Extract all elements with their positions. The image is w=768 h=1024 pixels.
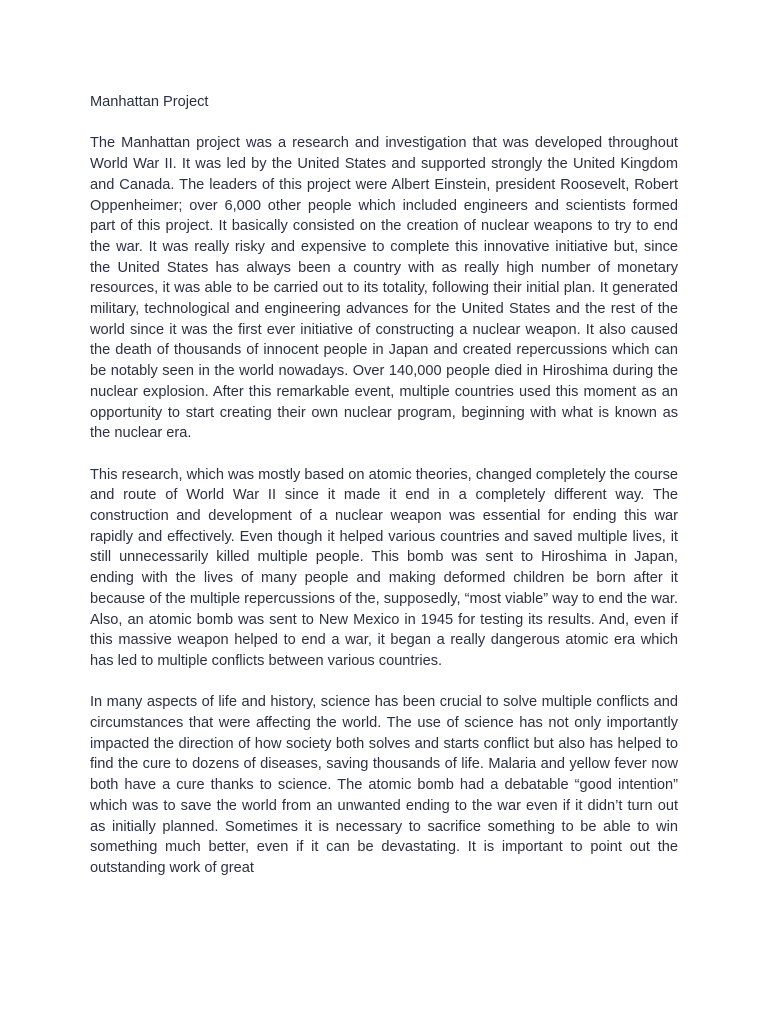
document-page: [90, 92, 678, 899]
document-title: Manhattan Project: [90, 94, 209, 110]
paragraph-3: In many aspects of life and history, science has been crucial to solve multiple conflicts and circumstances that were affecting the world. The use of science has not only importantly impacted the direction of how society both solves and starts conflict but also has helped to find the cure to dozens of diseases, saving thousands of life. Malaria and yellow fever now both have a cure thanks to science. The atomic bomb had a debatable “good intention” which was to save the world from an unwanted ending to the war even if it didn’t turn out as initially planned. Sometimes it is necessary to sacrifice something to be able to win something much better, even if it can be devastating. It is important to point out the outstanding work of great: [90, 694, 678, 876]
paragraph-1: The Manhattan project was a research and investigation that was developed throughout World War II. It was led by the United States and supported strongly the United Kingdom and Canada. The leaders of this project were Albert Einstein, president Roosevelt, Robert Oppenheimer; over 6,000 other people which included engineers and scientists formed part of this project. It basically consisted on the creation of nuclear weapons to try to end the war. It was really risky and expensive to complete this innovative initiative but, since the United States has always been a country with as really high number of monetary resources, it was able to be carried out to its totality, following their initial plan. It generated military, technological and engineering advances for the United States and the rest of the world since it was the first ever initiative of constructing a nuclear weapon. It also caused the death of thousands of innocent people in Japan and created repercussions which can be notably seen in the world nowadays. Over 140,000 people died in Hiroshima during the nuclear explosion. After this remarkable event, multiple countries used this moment as an opportunity to start creating their own nuclear program, beginning with what is known as the nuclear era.: [90, 135, 678, 442]
paragraph-2: This research, which was mostly based on atomic theories, changed completely the course and route of World War II since it made it end in a completely different way. The construction and development of a nuclear weapon was essential for ending this war rapidly and effectively. Even though it helped various countries and saved multiple lives, it still unnecessarily killed multiple people. This bomb was sent to Hiroshima in Japan, ending with the lives of many people and making deformed children be born after it because of the multiple repercussions of the, supposedly, “most viable” way to end the war. Also, an atomic bomb was sent to New Mexico in 1945 for testing its results. And, even if this massive weapon helped to end a war, it began a really dangerous atomic era which has led to multiple conflicts between various countries.: [90, 466, 678, 669]
